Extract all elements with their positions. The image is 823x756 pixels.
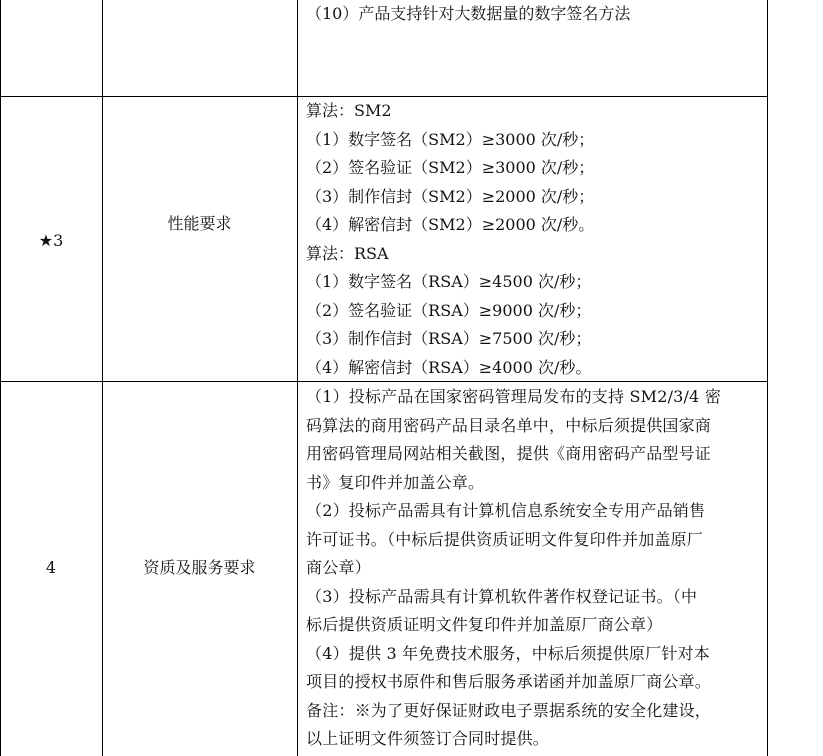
row1-content — [306, 0, 761, 29]
row3-content — [306, 383, 761, 754]
row3-line: 码算法的商用密码产品目录名单中，中标后须提供国家商 — [306, 415, 712, 435]
row2-line: （2）签名验证（SM2）≥3000 次/秒； — [306, 158, 595, 177]
row2-content — [306, 97, 761, 382]
row3-line: （3）投标产品需具有计算机软件著作权登记证书。（中 — [306, 586, 698, 606]
row2-line: （1）数字签名（SM2）≥3000 次/秒； — [306, 129, 595, 149]
row3-line: （4）提供 3 年免费技术服务，中标后须提供原厂针对本 — [306, 643, 710, 663]
row3-item: 资质及服务要求 — [143, 558, 256, 577]
row2-line: （3）制作信封（RSA）≥7500 次/秒； — [306, 329, 592, 348]
row3-line: 项目的授权书原件和售后服务承诺函并加盖原厂商公章。 — [306, 672, 712, 691]
row2-number: ★3 — [38, 231, 64, 250]
row3-line: 商公章） — [306, 558, 371, 577]
row2-line: （4）解密信封（SM2）≥2000 次/秒。 — [306, 215, 595, 234]
table-divider-number-item — [102, 0, 103, 756]
table-left-border — [0, 0, 1, 756]
row3-line: （2）投标产品需具有计算机信息系统安全专用产品销售 — [306, 501, 706, 520]
row2-line: （3）制作信封（SM2）≥2000 次/秒； — [306, 186, 595, 206]
row2-line: （1）数字签名（RSA）≥4500 次/秒； — [306, 272, 592, 291]
row1-line: （10）产品支持针对大数据量的数字签名方法 — [306, 4, 631, 23]
row3-line: 书》复印件并加盖公章。 — [306, 472, 485, 492]
row2-line: （4）解密信封（RSA）≥4000 次/秒。 — [306, 357, 592, 377]
row2-line: 算法：RSA — [306, 243, 389, 263]
table-right-border — [767, 0, 768, 756]
row2-line: （2）签名验证（RSA）≥9000 次/秒； — [306, 300, 592, 320]
row3-number: 4 — [45, 558, 57, 577]
row3-line: 用密码管理局网站相关截图，提供《商用密码产品型号证 — [306, 444, 712, 463]
row3-line: （1）投标产品在国家密码管理局发布的支持 SM2/3/4 密 — [306, 387, 722, 406]
row2-item: 性能要求 — [167, 214, 232, 233]
table-divider-item-content — [297, 0, 298, 756]
row2-line: 算法：SM2 — [306, 101, 392, 120]
row3-line: 标后提供资质证明文件复印件并加盖原厂商公章） — [306, 615, 663, 634]
row3-line: 备注：※为了更好保证财政电子票据系统的安全化建设， — [306, 700, 712, 720]
row3-line: 以上证明文件须签订合同时提供。 — [306, 729, 550, 748]
row3-line: 许可证书。（中标后提供资质证明文件复印件并加盖原厂 — [306, 529, 704, 549]
